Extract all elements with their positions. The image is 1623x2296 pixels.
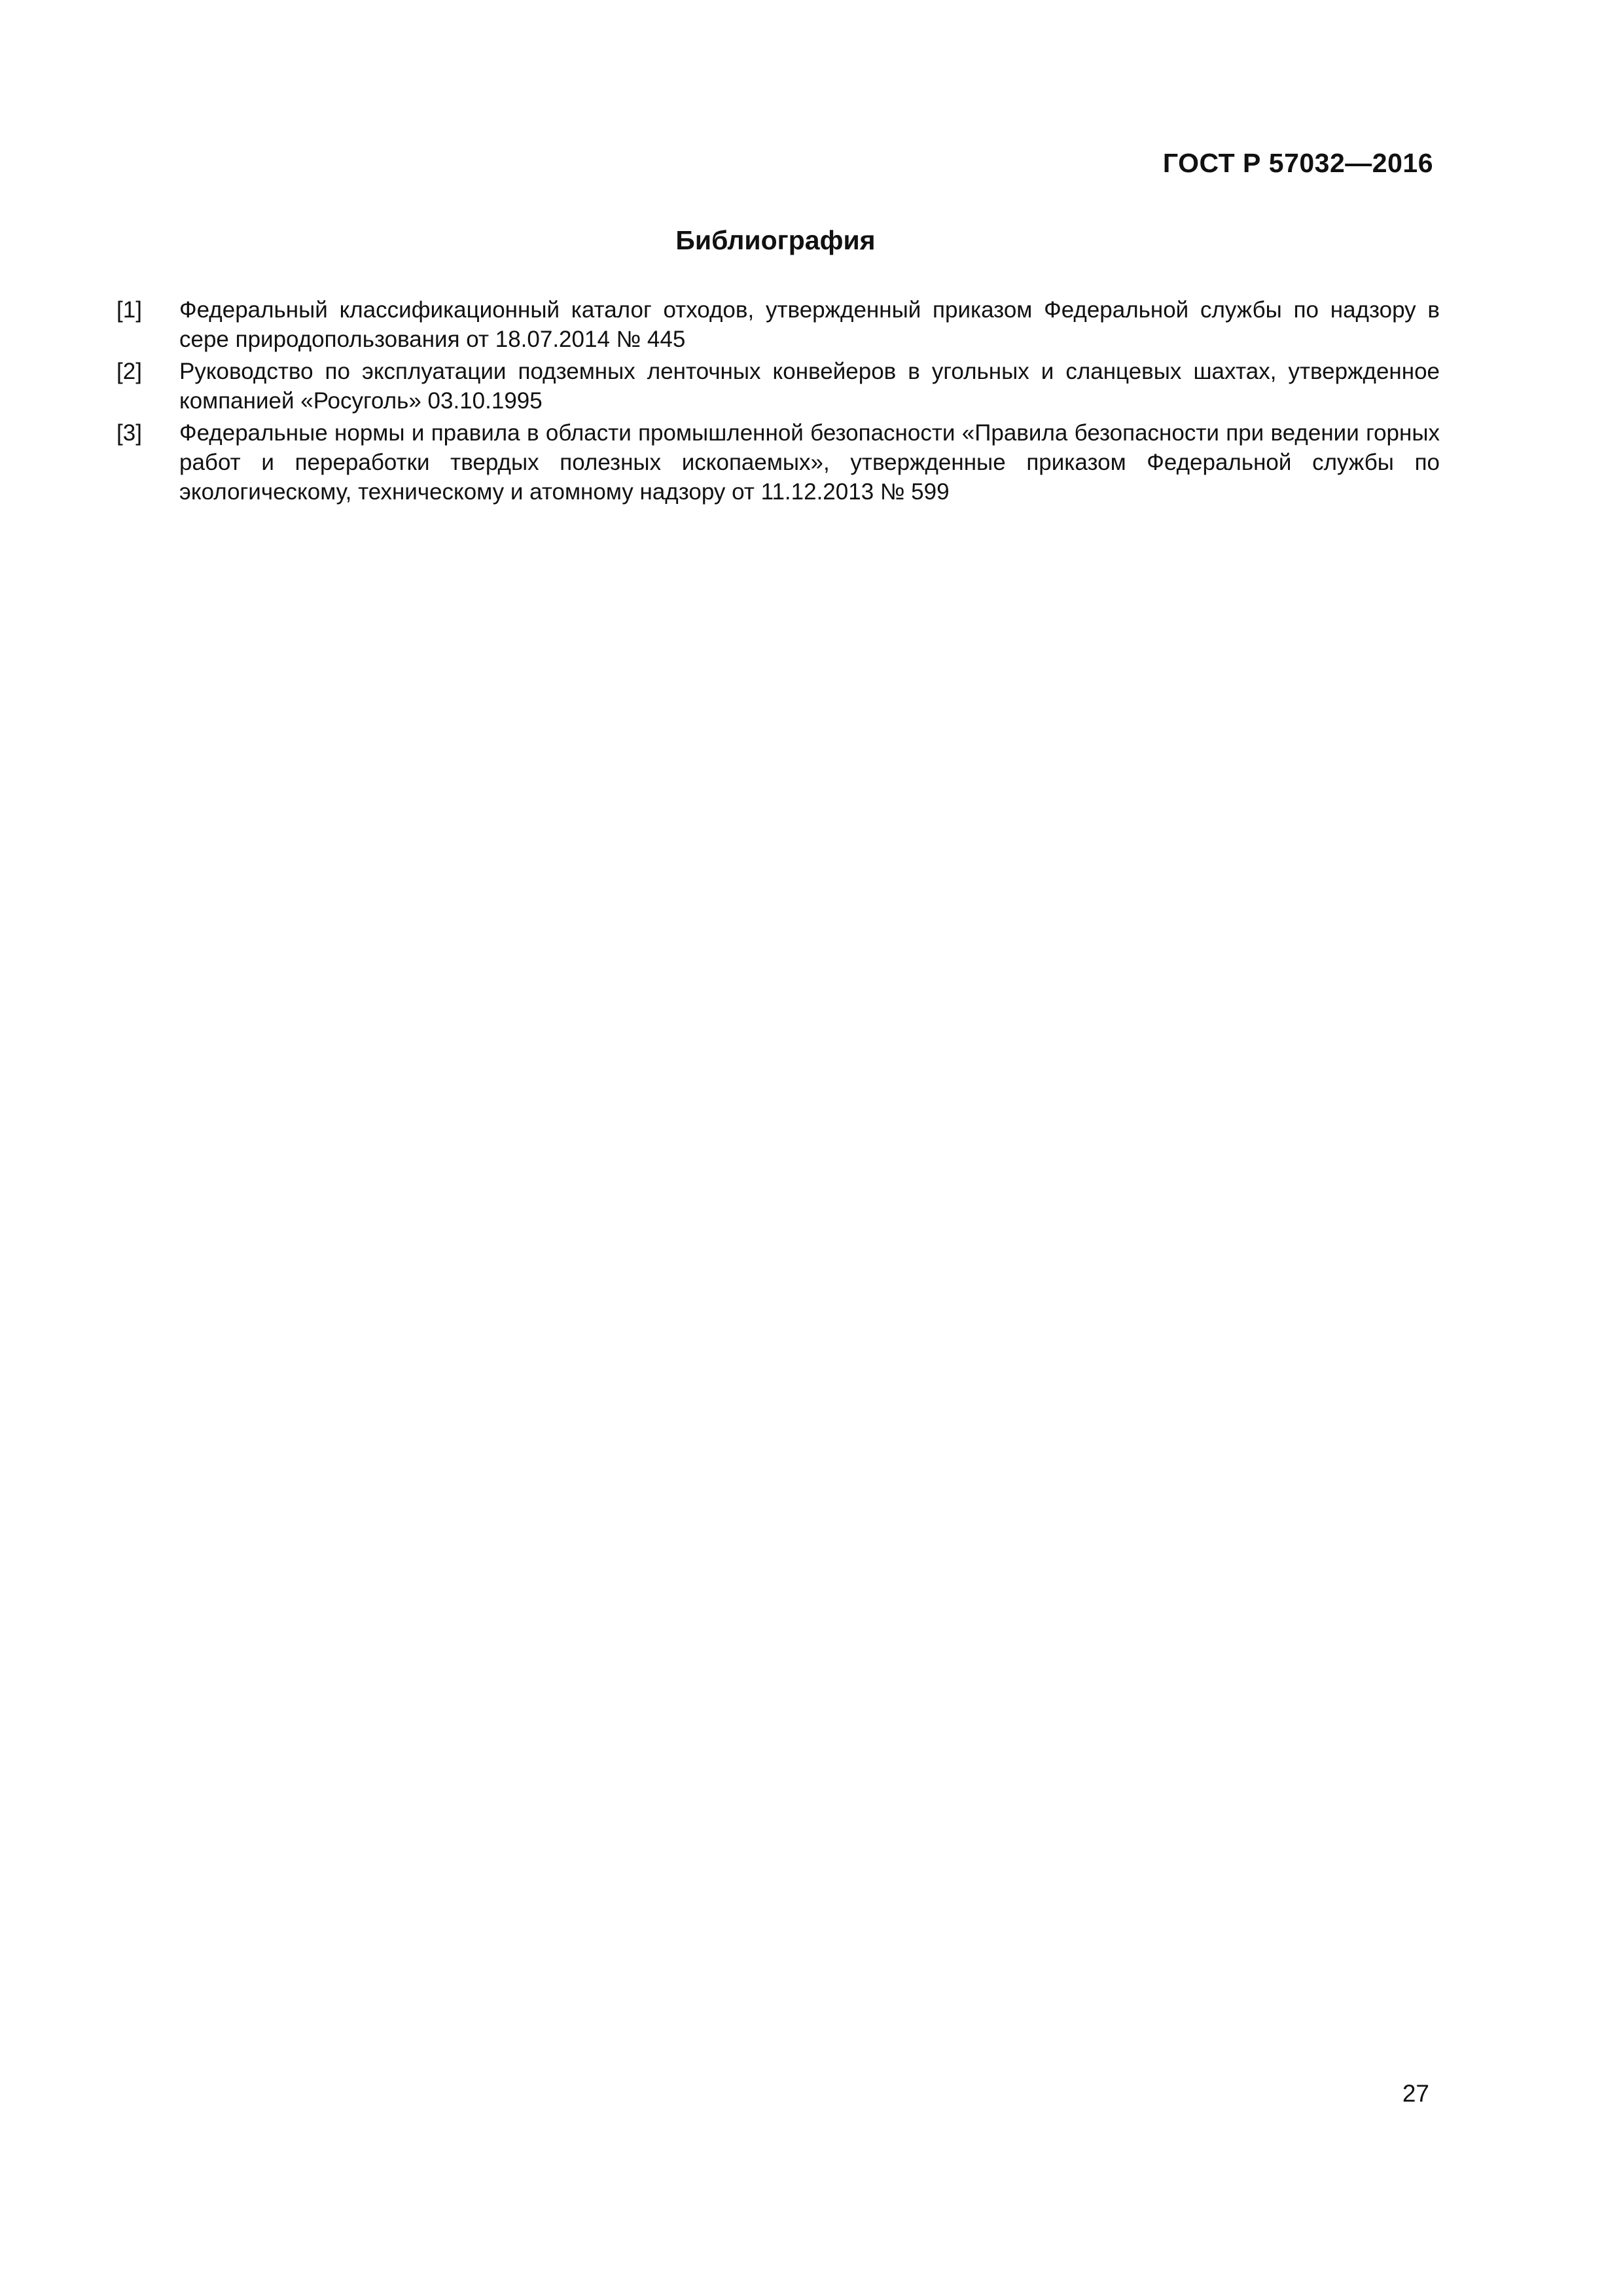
- bibliography-item-number: [1]: [116, 297, 142, 323]
- section-title: Библиография: [675, 225, 876, 255]
- bibliography-list: [116, 295, 1440, 509]
- bibliography-item-text: Руководство по эксплуатации подземных ленточных конвейеров в угольных и сланцевых шахтах, утвержденное компанией «Росуголь» 03.10.1995: [179, 359, 1440, 414]
- bibliography-item-text: Федеральные нормы и правила в области промышленной безопасности «Правила безопасности при ведении горных работ и переработки твердых полезных ископаемых», утвержденные приказом Федеральной службы по экологическому, техническому и атомному надзору от 11.12.2013 № 599: [179, 420, 1440, 505]
- bibliography-item-number: [3]: [116, 420, 142, 446]
- standard-code-header: ГОСТ Р 57032—2016: [1162, 148, 1433, 178]
- bibliography-item: [116, 295, 1440, 354]
- bibliography-item: [116, 418, 1440, 507]
- bibliography-item-text: Федеральный классификационный каталог отходов, утвержденный приказом Федеральной службы по надзору в сере природопользования от 18.07.2014 № 445: [179, 297, 1440, 352]
- bibliography-item-number: [2]: [116, 359, 142, 384]
- page-number: 27: [1402, 2080, 1429, 2107]
- bibliography-item: [116, 357, 1440, 416]
